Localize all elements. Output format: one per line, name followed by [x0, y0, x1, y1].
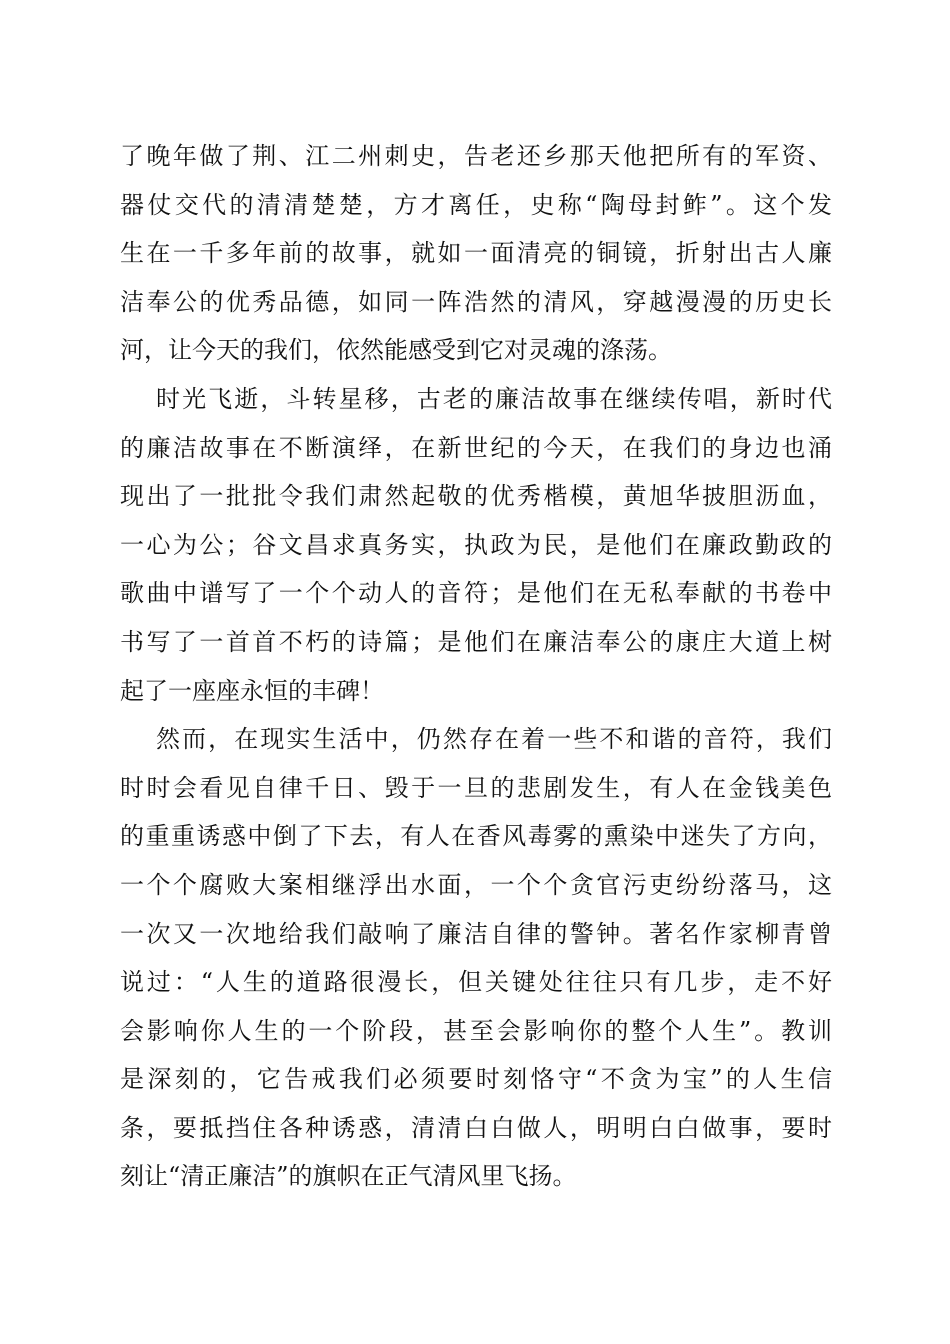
text-line: 洁奉公的优秀品德，如同一阵浩然的清风，穿越漫漫的历史长: [120, 287, 832, 316]
text-line: 生在一千多年前的故事，就如一面清亮的铜镜，折射出古人廉: [120, 239, 832, 268]
paragraph: [120, 132, 832, 375]
text-line: 歌曲中谱写了一个个动人的音符；是他们在无私奉献的书卷中: [120, 579, 832, 608]
text-line: 现出了一批批令我们肃然起敬的优秀楷模，黄旭华披胆沥血，: [120, 482, 832, 511]
text-line: 是深刻的，它告戒我们必须要时刻恪守“不贪为宝”的人生信: [120, 1065, 832, 1094]
text-line: 书写了一首首不朽的诗篇；是他们在廉洁奉公的康庄大道上树: [120, 627, 832, 656]
text-line: 起了一座座永恒的丰碑！: [120, 676, 384, 705]
text-line: 说过：“人生的道路很漫长，但关键处往往只有几步，走不好: [120, 968, 832, 997]
text-line: 一个个腐败大案相继浮出水面，一个个贪官污吏纷纷落马，这: [120, 870, 832, 899]
text-line: 一次又一次地给我们敲响了廉洁自律的警钟。著名作家柳青曾: [120, 919, 832, 948]
text-line: 了晚年做了荆、江二州刺史，告老还乡那天他把所有的军资、: [120, 142, 832, 170]
text-line: 器仗交代的清清楚楚，方才离任，史称“陶母封鲊”。这个发: [120, 190, 832, 219]
document-body: [120, 132, 832, 1201]
text-line: 会影响你人生的一个阶段，甚至会影响你的整个人生”。教训: [120, 1016, 832, 1045]
text-line: 刻让“清正廉洁”的旗帜在正气清风里飞扬。: [120, 1162, 577, 1191]
text-line: 河，让今天的我们，依然能感受到它对灵魂的涤荡。: [120, 336, 672, 365]
paragraph: [120, 375, 832, 715]
text-line: 条，要抵挡住各种诱惑，清清白白做人，明明白白做事，要时: [120, 1113, 832, 1142]
text-line: 时光飞逝，斗转星移，古老的廉洁故事在继续传唱，新时代: [156, 384, 832, 413]
text-line: 的廉洁故事在不断演绎，在新世纪的今天，在我们的身边也涌: [120, 433, 832, 462]
text-line: 然而，在现实生活中，仍然存在着一些不和谐的音符，我们: [156, 725, 832, 754]
paragraph: [120, 715, 832, 1201]
text-line: 的重重诱惑中倒了下去，有人在香风毒雾的熏染中迷失了方向，: [120, 822, 832, 851]
text-line: 一心为公；谷文昌求真务实，执政为民，是他们在廉政勤政的: [120, 530, 832, 559]
text-line: 时时会看见自律千日、毁于一旦的悲剧发生，有人在金钱美色: [120, 773, 832, 802]
